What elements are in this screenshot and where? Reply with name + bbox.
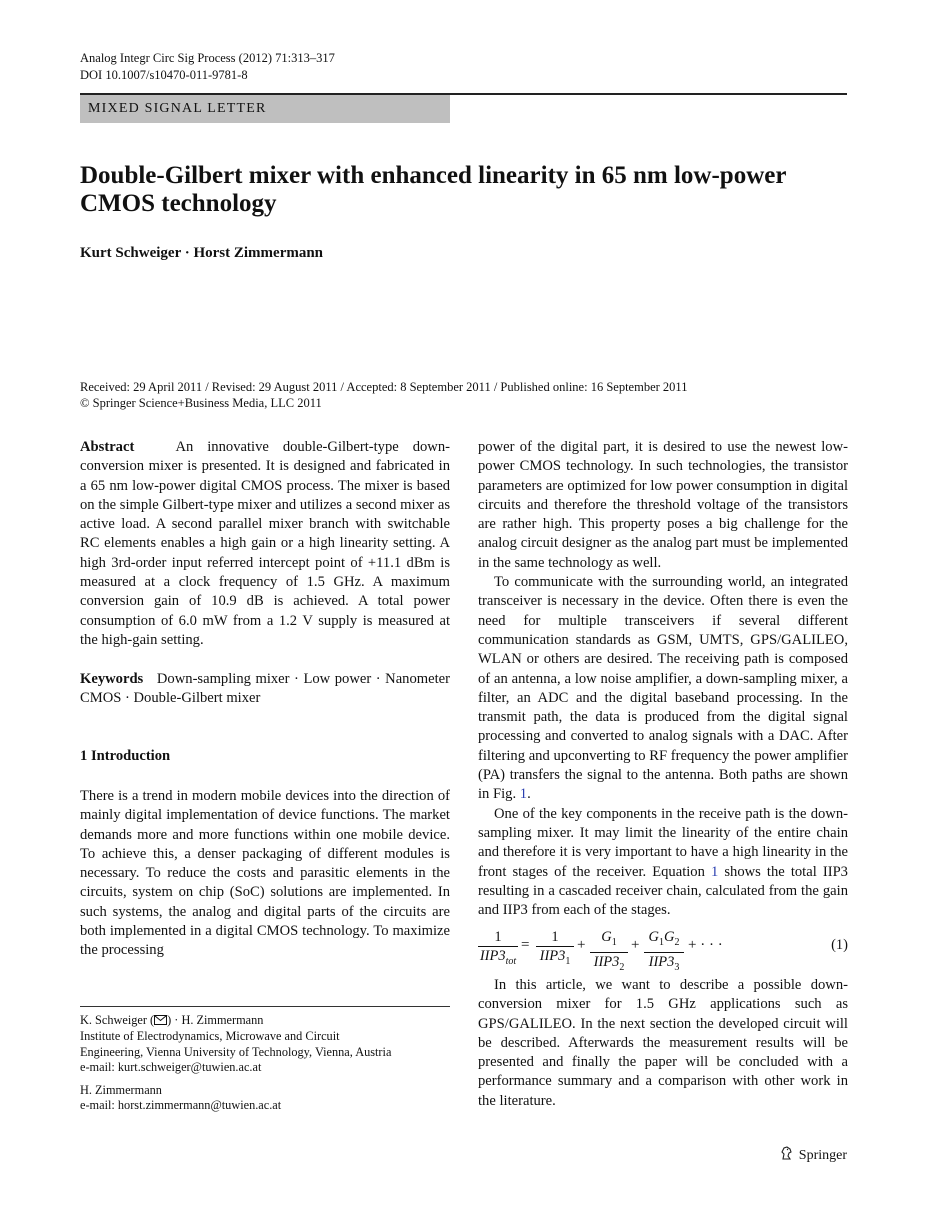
- institute-line-1: Institute of Electrodynamics, Microwave and Circuit: [80, 1029, 340, 1044]
- keywords-block: [80, 670, 450, 709]
- authors: Kurt Schweiger · Horst Zimmermann: [80, 245, 324, 261]
- intro-text: There is a trend in modern mobile devices into the direction of mainly digital implementation of device functions. The market demands more and more functions within one mobile device. To achieve this, a denser packaging of different modules is necessary. To reduce the costs and parasitic elements in the circuits, system on chip (SoC) solutions are implemented. In such systems, the analog and digital parts of the circuits are both implemented in a digital CMOS technology. To maximize the processing: [80, 788, 450, 959]
- copyright: © Springer Science+Business Media, LLC 2011: [80, 396, 322, 410]
- equation-number: (1): [831, 937, 848, 953]
- right-paragraph-2: To communicate with the surrounding world, an integrated transceiver is necessary in the device. Often there is even the need for multiple transceivers if several different communication standards as GSM, UMTS, GPS/GALILEO, WLAN or others are desired. The receiving path is composed of an antenna, a low noise amplifier, a down-sampling mixer, a filter, an ADC and the digital baseband processing. In the transmit path, the data is produced from the digital signal processing and converted to analog signals with a DAC. After filtering and upconverting to RF frequency the power amplifier (PA) transfers the signal to the antenna. Both paths are shown in Fig. 1.: [478, 574, 848, 803]
- envelope-icon[interactable]: [154, 1014, 167, 1029]
- doi[interactable]: DOI 10.1007/s10470-011-9781-8: [80, 68, 248, 82]
- right-paragraph-4-block: [478, 976, 848, 1111]
- section-tag: MIXED SIGNAL LETTER: [80, 95, 450, 123]
- institute-line-2: Engineering, Vienna University of Technology, Vienna, Austria: [80, 1044, 392, 1059]
- equation-ref-link[interactable]: 1: [710, 863, 719, 880]
- email-zimmermann[interactable]: e-mail: horst.zimmermann@tuwien.ac.at: [80, 1098, 282, 1113]
- author-2-name: H. Zimmermann: [80, 1082, 162, 1097]
- publication-dates: [80, 379, 860, 411]
- paper-title: Double-Gilbert mixer with enhanced linearity in 65 nm low-power CMOS technology: [80, 162, 786, 217]
- footnote-rule: [80, 1006, 450, 1007]
- abstract-label: Abstract: [80, 439, 135, 455]
- keywords-label: Keywords: [80, 671, 144, 687]
- right-column: [478, 438, 848, 920]
- springer-horse-icon: [779, 1145, 795, 1166]
- footnote-authors: K. Schweiger ( ) · H. Zimmermann: [80, 1013, 450, 1029]
- history-dates: Received: 29 April 2011 / Revised: 29 August 2011 / Accepted: 8 September 2011 / Published online: 16 September 2011: [80, 380, 688, 394]
- journal-header: [80, 50, 335, 84]
- journal-citation: Analog Integr Circ Sig Process (2012) 71:313–317: [80, 51, 335, 65]
- publisher-name: Springer: [798, 1147, 847, 1163]
- abstract: [80, 438, 450, 650]
- abstract-text: An innovative double-Gilbert-type down-conversion mixer is presented. It is designed and fabricated in a 65 nm low-power digital CMOS process. The mixer is based on the simple Gilbert-type mixer and utilizes a second mixer as active load. A second parallel mixer branch with switchable RC elements enables a high gain or a high linearity setting. A high 3rd-order input referred intercept point of +11.1 dBm is measured at a clock frequency of 1.5 GHz. A maximum conversion gain of 10.9 dB is achieved. A total power consumption of 6.0 mW from a 1.2 V supply is measured at the high-gain setting.: [80, 439, 450, 648]
- eq-term-3: $G_1G_2$ $IIP3_3$: [644, 928, 684, 977]
- keywords-text: Down-sampling mixer · Low power · Nanometer CMOS · Double-Gilbert mixer: [80, 671, 450, 707]
- equation-1: 1 $IIP3_{tot}$ = 1 $IIP3_1$ + $G_1$ $IIP3_2$ + $G_1G_2$ $IIP3_3$ + · · · (1): [478, 928, 848, 968]
- section-heading-introduction: 1 Introduction: [80, 748, 171, 764]
- right-paragraph-1: power of the digital part, it is desired to use the newest low-power CMOS technology. In such technologies, the transistor parameters are optimized for low power consumption in digital circuits and therefore the threshold voltage of the transistors are rather high. This property poses a big challenge for the analog circuit designer as the analog part must be implemented in the same technology as well.: [478, 439, 848, 571]
- publisher-logo: [779, 1145, 847, 1166]
- right-paragraph-4: In this article, we want to describe a possible down-conversion mixer for 1.5 GHz applications such as GPS/GALILEO. In the next section the developed circuit will be described. Afterwards the measurement results will be presented and finally the paper will be concluded with a performance summary and a comparison with other work in the literature.: [478, 977, 848, 1109]
- intro-paragraph: [80, 787, 450, 961]
- right-paragraph-3: One of the key components in the receive path is the down-sampling mixer. It may limit the linearity of the entire chain and therefore it is very important to have a high linearity in the front stages of the receiver. Equation 1 shows the total IIP3 resulting in a cascaded receiver chain, calculated from the gain and IIP3 from each of the stages.: [478, 805, 848, 919]
- left-column: [80, 438, 450, 650]
- eq-term-total: 1 $IIP3_{tot}$: [479, 929, 517, 967]
- figure-ref-link[interactable]: 1: [519, 786, 528, 803]
- affiliation-footnote: [80, 1013, 450, 1113]
- eq-term-1: 1 $IIP3_1$: [536, 928, 574, 971]
- eq-term-2: $G_1$ $IIP3_2$: [590, 928, 628, 977]
- email-schweiger[interactable]: e-mail: kurt.schweiger@tuwien.ac.at: [80, 1060, 262, 1075]
